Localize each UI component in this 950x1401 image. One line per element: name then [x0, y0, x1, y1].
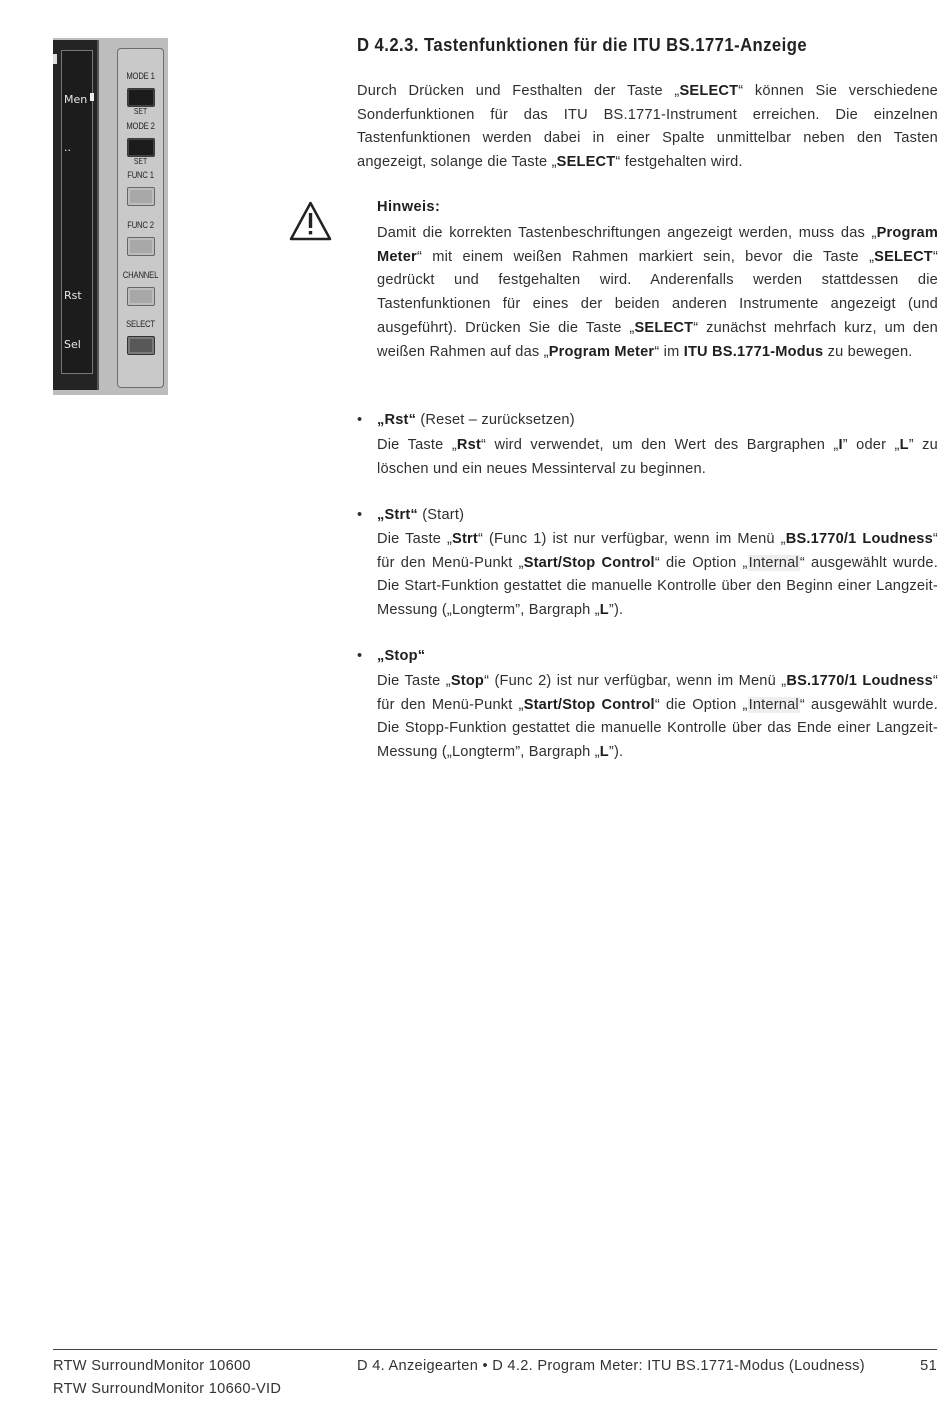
highlighted-option: Internal — [748, 554, 799, 571]
bold-run: Start/Stop Control — [523, 696, 655, 713]
bold-run: „Strt“ — [377, 507, 418, 523]
select-button — [127, 336, 155, 355]
bullet-marker: • — [357, 648, 363, 664]
footer-product-2: RTW SurroundMonitor 10660-VID — [53, 1381, 282, 1397]
func1-button — [127, 187, 155, 206]
text-run: Die Taste „ — [377, 673, 451, 689]
button-label-mode2: MODE 2 — [126, 121, 155, 131]
text-run: “ die Option „ — [654, 554, 748, 571]
item-body-stop — [377, 670, 938, 765]
text-run: ” oder „ — [842, 437, 900, 453]
item-title-rst — [377, 412, 575, 428]
button-label-func1: FUNC 1 — [127, 170, 154, 180]
bold-run: SELECT — [874, 248, 933, 265]
item-title-strt — [377, 507, 464, 523]
button-label-channel: CHANNEL — [122, 270, 159, 280]
text-run: (Reset – zurücksetzen) — [416, 412, 575, 428]
bold-run: „Stop“ — [377, 648, 426, 664]
item-title-stop — [377, 648, 425, 664]
footer-product-names — [53, 1355, 343, 1401]
bullet-marker: • — [357, 412, 363, 428]
bold-run: BS.1770/1 Loudness — [785, 531, 933, 547]
text-run: “ für den Menü-Punkt „ — [377, 673, 938, 713]
note-paragraph — [377, 222, 938, 364]
text-run: “ festgehalten wird. — [615, 154, 743, 171]
button-label-mode1: MODE 1 — [126, 71, 155, 81]
text-run: “ (Func 2) ist nur verfügbar, wenn im Menü „ — [484, 673, 787, 689]
channel-button — [127, 287, 155, 306]
text-run: zu bewegen. — [823, 343, 913, 360]
item-body-rst — [377, 434, 938, 481]
button-sub-label: SET — [133, 107, 148, 116]
section-heading: D 4.2.3. Tastenfunktionen für die ITU BS.1771-Anzeige — [357, 34, 808, 55]
bold-run: I — [838, 437, 843, 453]
bold-run: L — [899, 437, 909, 453]
text-run: “ mit einem weißen Rahmen markiert sein, bevor die Taste „ — [416, 248, 875, 265]
text-run: “ zunächst mehrfach kurz, um den weißen Rahmen auf das „ — [377, 319, 938, 360]
footer-section-title: D 4. Anzeigearten • D 4.2. Program Meter: ITU BS.1771-Modus (Loudness) — [357, 1358, 865, 1374]
text-run: (Start) — [417, 507, 465, 523]
warning-triangle-icon — [288, 200, 333, 242]
screen-edge-marker — [53, 54, 57, 64]
text-run: Die Taste „ — [377, 531, 453, 547]
bold-run: Stop — [450, 673, 485, 689]
bold-run: ITU BS.1771-Modus — [683, 343, 824, 360]
bold-run: Start/Stop Control — [523, 554, 655, 571]
mode1-button — [127, 88, 155, 107]
footer-product-1: RTW SurroundMonitor 10600 — [53, 1358, 251, 1374]
footer-divider — [53, 1349, 937, 1350]
text-run: “ ausgewählt wurde. Die Stopp-Funktion gestattet die manuelle Kontrolle über das Ende einer Langzeit-Messung („Longterm”, Bargraph „ — [377, 696, 938, 761]
button-label-select: SELECT — [126, 319, 155, 329]
bold-run: L — [599, 602, 609, 619]
text-run: “ ausgewählt wurde. Die Start-Funktion gestattet die manuelle Kontrolle über den Beginn einer Langzeit-Messung („Longterm”, Bargraph „ — [377, 554, 938, 619]
softkey-label-dots: .. — [64, 141, 71, 154]
bold-run: SELECT — [556, 154, 616, 171]
softkey-label-menu: Men — [64, 93, 88, 106]
device-panel-figure — [53, 38, 168, 395]
button-label-func2: FUNC 2 — [127, 220, 154, 230]
bullet-marker: • — [357, 507, 363, 523]
bold-run: Rst — [456, 437, 482, 453]
text-run: “ für den Menü-Punkt „ — [377, 531, 938, 571]
text-run: “ können Sie verschiedene Sonderfunktionen für das ITU BS.1771-Instrument erreichen. Die einzelnen Tastenfunktionen werden dabei in einer Spalte unmittelbar neben den Tasten angezeigt, solange die Taste „ — [357, 83, 938, 171]
page-number: 51 — [920, 1358, 937, 1374]
menu-cursor-marker — [90, 93, 94, 101]
bold-run: BS.1770/1 Loudness — [786, 673, 933, 689]
text-run: Die Taste „ — [377, 437, 457, 453]
bold-run: L — [599, 744, 609, 761]
text-run: “ wird verwendet, um den Wert des Bargraphen „ — [481, 437, 839, 453]
bold-run: Program Meter — [377, 225, 938, 265]
highlighted-option: Internal — [748, 696, 799, 713]
bold-run: SELECT — [679, 83, 739, 99]
mode2-button — [127, 138, 155, 157]
note-title: Hinweis: — [377, 199, 441, 215]
text-run: “ (Func 1) ist nur verfügbar, wenn im Menü „ — [477, 531, 786, 547]
text-run: Durch Drücken und Festhalten der Taste „ — [357, 83, 680, 99]
softkey-label-sel: Sel — [64, 338, 81, 351]
text-run: ”). — [608, 602, 624, 619]
text-run: “ die Option „ — [654, 696, 748, 713]
device-screen — [53, 40, 99, 390]
softkey-label-rst: Rst — [64, 289, 82, 302]
hardware-button-column — [117, 48, 164, 388]
text-run: ” zu löschen und ein neues Messinterval zu beginnen. — [377, 437, 938, 477]
text-run: Damit die korrekten Tastenbeschriftungen angezeigt werden, muss das „ — [377, 225, 877, 241]
bold-run: SELECT — [634, 319, 694, 336]
button-sub-label: SET — [133, 157, 148, 166]
bold-run: Program Meter — [548, 343, 655, 360]
text-run: “ gedrückt und festgehalten wird. Anderenfalls werden stattdessen die Tastenfunktionen für eines der beiden anderen Instrumente angezeigt (und ausgeführt). Drücken Sie die Taste „ — [377, 248, 938, 336]
func2-button — [127, 237, 155, 256]
text-run: ”). — [608, 744, 624, 761]
text-run: “ im — [654, 343, 684, 360]
intro-paragraph — [357, 80, 938, 175]
bold-run: Strt — [452, 531, 478, 547]
bold-run: „Rst“ — [377, 412, 417, 428]
item-body-strt — [377, 528, 938, 623]
